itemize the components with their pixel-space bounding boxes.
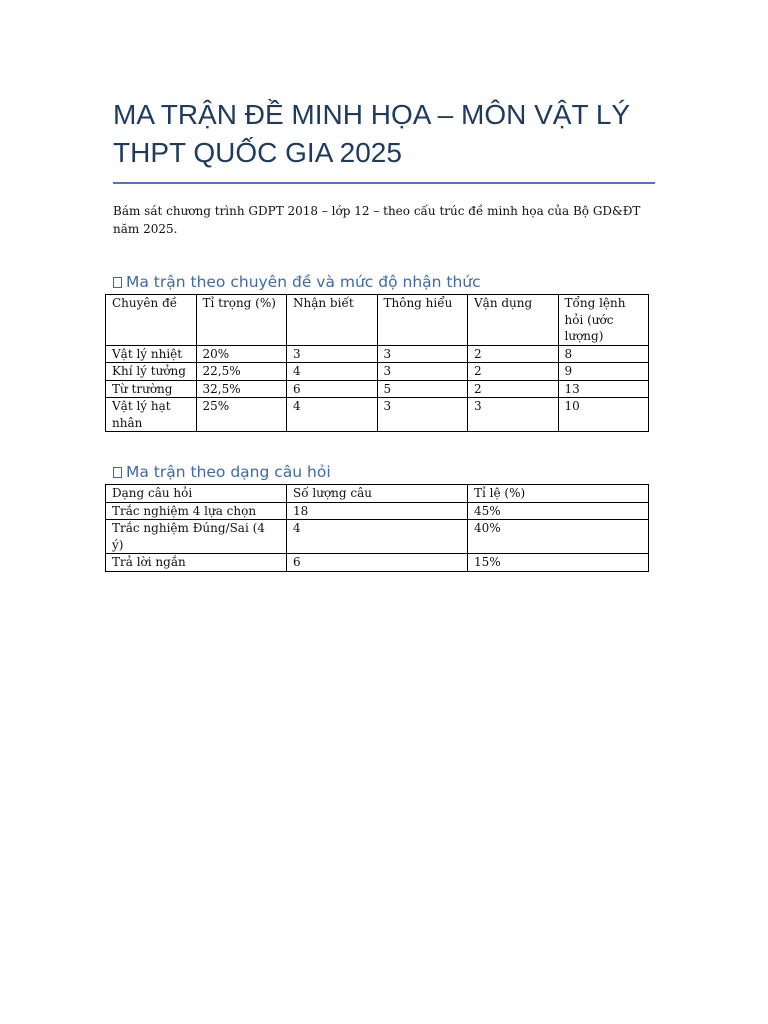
document-title [113, 96, 655, 172]
table-cell: Vật lý nhiệt [106, 345, 197, 363]
topic-matrix-table [105, 294, 649, 432]
table-row [106, 520, 649, 554]
section-heading-topic-matrix [113, 272, 655, 292]
section-heading-text: Ma trận theo chuyên đề và mức độ nhận thức [126, 273, 481, 291]
table-header-cell: Số lượng câu [287, 485, 468, 503]
table-cell: 2 [468, 345, 559, 363]
table-header-cell: Tổng lệnh hỏi (ước lượng) [558, 295, 649, 346]
table-cell: 25% [196, 398, 287, 432]
section-heading-question-type-matrix [113, 462, 655, 482]
table-row [106, 398, 649, 432]
table-header-cell: Chuyên đề [106, 295, 197, 346]
title-divider [113, 182, 655, 184]
section-heading-text: Ma trận theo dạng câu hỏi [126, 463, 331, 481]
table-cell: 13 [558, 380, 649, 398]
table-cell: 4 [287, 398, 378, 432]
table-header-row [106, 485, 649, 503]
table-cell: Từ trường [106, 380, 197, 398]
table-cell: 3 [377, 363, 468, 381]
table-row [106, 554, 649, 572]
table-header-cell: Dạng câu hỏi [106, 485, 287, 503]
table-cell: 40% [468, 520, 649, 554]
table-cell: 15% [468, 554, 649, 572]
table-cell: 4 [287, 520, 468, 554]
table-cell: 20% [196, 345, 287, 363]
table-row [106, 345, 649, 363]
table-cell: 45% [468, 502, 649, 520]
missing-glyph-icon [113, 467, 122, 478]
table-cell: Trắc nghiệm 4 lựa chọn [106, 502, 287, 520]
table-cell: 3 [377, 345, 468, 363]
title-line-1: MA TRẬN ĐỀ MINH HỌA – MÔN VẬT LÝ [113, 99, 631, 130]
table-cell: 8 [558, 345, 649, 363]
title-line-2: THPT QUỐC GIA 2025 [113, 137, 402, 168]
table-header-cell: Tỉ lệ (%) [468, 485, 649, 503]
intro-paragraph: Bám sát chương trình GDPT 2018 – lớp 12 – theo cấu trúc đề minh họa của Bộ GD&ĐT năm 2025. [113, 204, 641, 236]
table-cell: 6 [287, 554, 468, 572]
table-header-row [106, 295, 649, 346]
table-cell: 3 [377, 398, 468, 432]
table-header-cell: Nhận biết [287, 295, 378, 346]
missing-glyph-icon [113, 277, 122, 288]
table-cell: 10 [558, 398, 649, 432]
table-cell: 3 [287, 345, 378, 363]
table-header-cell: Vận dụng [468, 295, 559, 346]
table-cell: 2 [468, 363, 559, 381]
table-cell: Trắc nghiệm Đúng/Sai (4 ý) [106, 520, 287, 554]
table-row [106, 502, 649, 520]
table-cell: Khí lý tưởng [106, 363, 197, 381]
table-cell: 2 [468, 380, 559, 398]
table-cell: 9 [558, 363, 649, 381]
table-cell: 4 [287, 363, 378, 381]
table-cell: 22,5% [196, 363, 287, 381]
table-row [106, 380, 649, 398]
table-row [106, 363, 649, 381]
table-cell: 3 [468, 398, 559, 432]
question-type-table [105, 484, 649, 572]
table-cell: Vật lý hạt nhân [106, 398, 197, 432]
table-cell: 32,5% [196, 380, 287, 398]
table-cell: 5 [377, 380, 468, 398]
table-cell: 6 [287, 380, 378, 398]
table-cell: Trả lời ngắn [106, 554, 287, 572]
table-header-cell: Tỉ trọng (%) [196, 295, 287, 346]
table-header-cell: Thông hiểu [377, 295, 468, 346]
table-cell: 18 [287, 502, 468, 520]
